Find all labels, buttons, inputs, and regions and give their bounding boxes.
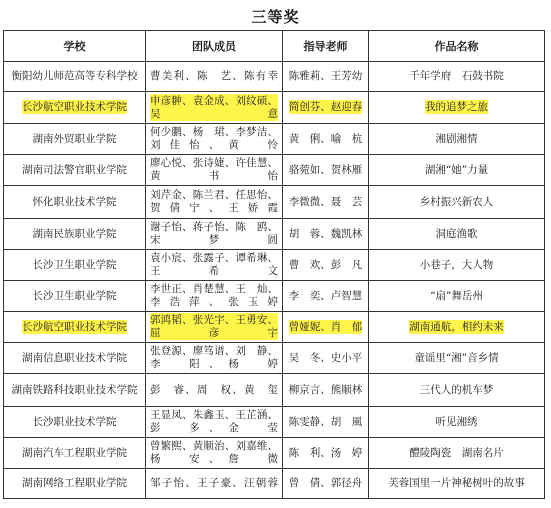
work-cell [369, 407, 545, 438]
advisors-cell-text: 李微微、聂 芸 [288, 195, 363, 208]
work-cell-text: 湘剧湘情 [435, 132, 478, 145]
school-cell-text: 怀化职业技术学院 [32, 195, 117, 208]
members-cell-text: 张登源、廖笃谱、刘 静、李 阳、杨 婷 [150, 345, 278, 370]
work-cell-text: 湖湘“她”力量 [424, 163, 489, 176]
advisors-cell-text: 黄 俐、喻 杭 [288, 132, 363, 145]
members-cell-text: 曾繁熙、黄顺治、刘嘉维、杨 安、詹 微 [150, 440, 278, 465]
members-cell-text: 袁小宸、张露子、谭希琳、王希文 [150, 252, 278, 277]
advisors-cell-text: 曾 倩、郭径舟 [288, 477, 363, 489]
school-cell [4, 62, 146, 92]
work-cell [369, 281, 545, 312]
school-cell-text: 长沙卫生职业学院 [32, 289, 117, 302]
members-cell [146, 312, 283, 343]
members-cell-text: 李世正、肖楚慧、王 灿、李浩萍、张玉婷 [150, 283, 278, 308]
school-cell [4, 469, 146, 499]
members-cell-text: 申彦翀、袁金成、刘纹硕、吴 意 [150, 94, 278, 120]
work-cell [369, 62, 545, 92]
advisors-cell-text: 曹 欢、彭 凡 [288, 258, 363, 271]
members-cell [146, 62, 283, 92]
advisors-cell [283, 469, 369, 499]
table-row [4, 92, 545, 124]
school-cell [4, 438, 146, 469]
work-cell-text: 童谣里“湘”音乡情 [414, 351, 499, 364]
work-cell-text: 千年学府 石鼓书院 [409, 70, 504, 82]
school-cell-text: 衡阳幼儿师范高等专科学校 [11, 70, 138, 82]
school-cell-text: 长沙航空职业技术学院 [22, 101, 127, 113]
school-cell [4, 155, 146, 186]
work-cell-text: 洞庭渔歌 [435, 227, 478, 240]
members-cell [146, 186, 283, 219]
advisors-cell [283, 374, 369, 407]
school-cell [4, 92, 146, 124]
header-work: 作品名称 [369, 31, 545, 62]
page-title: 三等奖 [251, 8, 300, 26]
work-cell-text: 芙蓉国里一片神秘树叶的故事 [388, 477, 525, 489]
school-cell-text: 湖南外贸职业学院 [32, 132, 117, 145]
members-cell [146, 219, 283, 250]
school-cell-text: 湖南民族职业学院 [32, 227, 117, 240]
work-cell [369, 155, 545, 186]
work-cell-text: “扇”舞岳州 [430, 289, 483, 302]
table-row [4, 438, 545, 469]
advisors-cell [283, 92, 369, 124]
advisors-cell [283, 250, 369, 281]
table-row [4, 407, 545, 438]
work-cell [369, 186, 545, 219]
members-cell [146, 250, 283, 281]
work-cell-text: 三代人的机车梦 [419, 383, 494, 396]
school-cell-text: 湖南司法警官职业学院 [22, 163, 127, 176]
table-row [4, 250, 545, 281]
table-row [4, 186, 545, 219]
header-school: 学校 [4, 31, 146, 62]
table-row [4, 281, 545, 312]
school-cell [4, 219, 146, 250]
advisors-cell [283, 343, 369, 374]
work-cell-text: 乡村振兴新农人 [419, 195, 494, 208]
table-row [4, 312, 545, 343]
work-cell-text: 小巷子，大人物 [419, 258, 494, 271]
members-cell-text: 邹子怡、王子豪、汪朝蓉 [150, 477, 278, 489]
work-cell [369, 250, 545, 281]
table-body [4, 62, 545, 499]
school-cell [4, 281, 146, 312]
members-cell-text: 谢子怡、蒋子怡、陈 鸥、宋梦圆 [150, 221, 278, 246]
work-cell [369, 219, 545, 250]
members-cell [146, 281, 283, 312]
school-cell [4, 343, 146, 374]
table-row [4, 343, 545, 374]
advisors-cell [283, 219, 369, 250]
advisors-cell [283, 438, 369, 469]
header-members: 团队成员 [146, 31, 283, 62]
advisors-cell-text: 陈 利、汤 婷 [288, 446, 363, 459]
school-cell-text: 长沙卫生职业学院 [32, 258, 117, 271]
advisors-cell-text: 简创芬、赵迎春 [288, 101, 363, 113]
members-cell [146, 92, 283, 124]
members-cell-text: 郭鸿韬、张光宇、王勇安、屈彦宇 [150, 314, 278, 339]
school-cell [4, 186, 146, 219]
work-cell-text: 湖南通航，相约未来 [409, 320, 504, 333]
members-cell [146, 469, 283, 499]
advisors-cell-text: 曾娅妮、肖 郁 [288, 320, 363, 333]
school-cell [4, 374, 146, 407]
advisors-cell-text: 吴 冬、史小平 [288, 351, 363, 364]
members-cell [146, 343, 283, 374]
members-cell [146, 407, 283, 438]
school-cell-text: 湖南网络工程职业学院 [22, 477, 127, 489]
advisors-cell [283, 186, 369, 219]
advisors-cell-text: 柳京言、熊顺林 [288, 383, 363, 396]
work-cell-text: 听见湘绣 [435, 415, 478, 428]
advisors-cell-text: 胡 蓉、魏凯林 [288, 227, 363, 240]
advisors-cell-text: 陈雅莉、王芳幼 [288, 70, 363, 82]
school-cell-text: 长沙职业技术学院 [32, 415, 117, 428]
work-cell-text: 我的追梦之旅 [425, 101, 488, 113]
school-cell [4, 312, 146, 343]
advisors-cell [283, 155, 369, 186]
advisors-cell [283, 312, 369, 343]
advisors-cell [283, 62, 369, 92]
school-cell [4, 407, 146, 438]
members-cell-text: 刘芹金、陈兰君、任思怡、贺倩宁、王娇霞 [150, 189, 278, 214]
table-header-row [4, 31, 545, 62]
advisors-cell-text: 陈雯静、胡 風 [288, 415, 363, 428]
members-cell-text: 曹美利、陈 艺、陈有幸 [150, 70, 278, 82]
school-cell [4, 124, 146, 155]
members-cell-text: 何少鹏、杨 珺、李梦洁、刘佳怡、黄 怜 [150, 126, 278, 151]
table-row [4, 469, 545, 499]
members-cell [146, 124, 283, 155]
work-cell [369, 469, 545, 499]
members-cell-text: 彭 睿、周 权、黄 玺 [150, 383, 278, 396]
work-cell [369, 374, 545, 407]
school-cell [4, 250, 146, 281]
advisors-cell [283, 407, 369, 438]
advisors-cell [283, 281, 369, 312]
members-cell [146, 374, 283, 407]
school-cell-text: 湖南铁路科技职业技术学院 [11, 383, 138, 396]
work-cell [369, 343, 545, 374]
work-cell-text: 醴陵陶瓷 湖南名片 [409, 446, 504, 459]
table-row [4, 124, 545, 155]
header-advisors: 指导老师 [283, 31, 369, 62]
members-cell [146, 438, 283, 469]
table-row [4, 374, 545, 407]
advisors-cell-text: 李 奕、卢智慧 [288, 289, 363, 302]
work-cell [369, 312, 545, 343]
advisors-cell-text: 骆菀如、贺林雁 [288, 163, 363, 176]
table-row [4, 62, 545, 92]
work-cell [369, 92, 545, 124]
award-table [3, 30, 545, 499]
school-cell-text: 湖南信息职业技术学院 [22, 351, 127, 364]
school-cell-text: 湖南汽车工程职业学院 [22, 446, 127, 459]
table-row [4, 219, 545, 250]
members-cell [146, 155, 283, 186]
table-row [4, 155, 545, 186]
members-cell-text: 廖心悦、张诗婕、许佳慧、黄书怡 [150, 157, 278, 182]
work-cell [369, 124, 545, 155]
school-cell-text: 长沙航空职业技术学院 [22, 320, 127, 333]
work-cell [369, 438, 545, 469]
advisors-cell [283, 124, 369, 155]
members-cell-text: 王显凤、朱鑫玉、王芷涵、彭 多、金 莹 [150, 409, 278, 434]
